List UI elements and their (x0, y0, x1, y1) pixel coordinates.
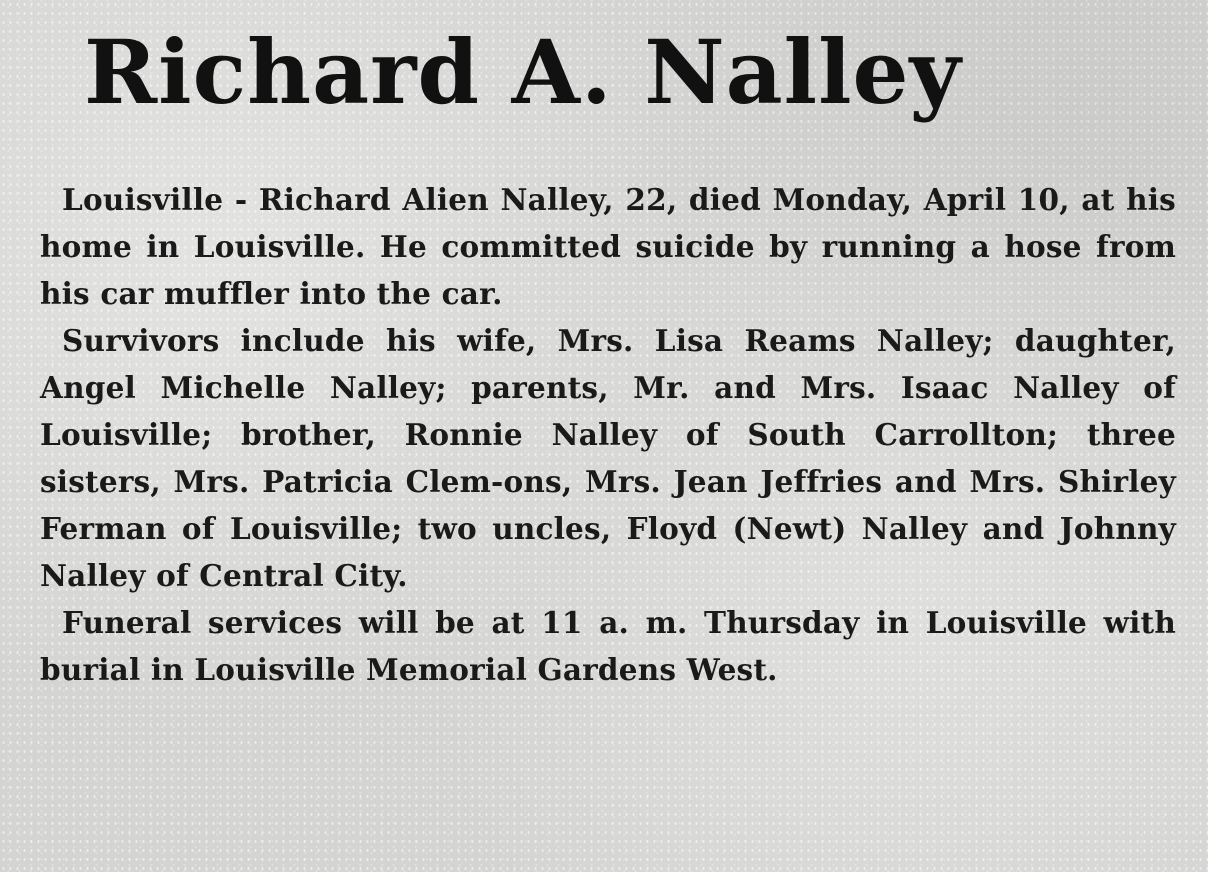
paragraph-death-notice: Louisville - Richard Alien Nalley, 22, died Monday, April 10, at his home in Louisville. He committed suicide by running a hose from his car muffler into the car. (40, 182, 1176, 311)
article-body (40, 176, 1176, 693)
paragraph-funeral-services: Funeral services will be at 11 a. m. Thursday in Louisville with burial in Louisville Memorial Gardens West. (40, 605, 1176, 687)
paragraph-survivors: Survivors include his wife, Mrs. Lisa Reams Nalley; daughter, Angel Michelle Nalley; parents, Mr. and Mrs. Isaac Nalley of Louisville; brother, Ronnie Nalley of South Carrollton; three sisters, Mrs. Patricia Clem-ons, Mrs. Jean Jeffries and Mrs. Shirley Ferman of Louisville; two uncles, Floyd (Newt) Nalley and Johnny Nalley of Central City. (40, 323, 1176, 593)
headline: Richard A. Nalley (84, 20, 962, 124)
